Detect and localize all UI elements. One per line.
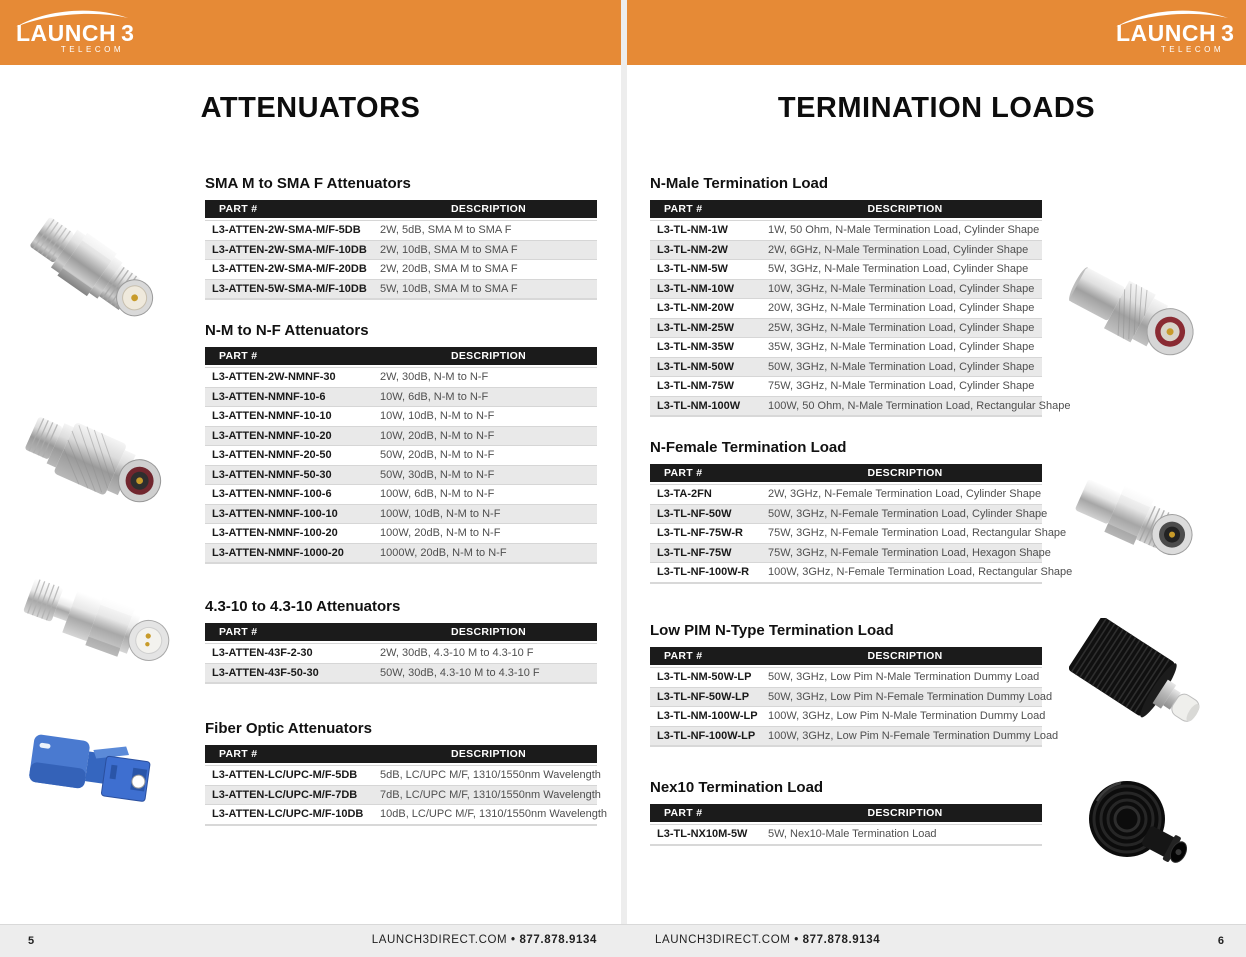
part-description: 35W, 3GHz, N-Male Termination Load, Cylinder Shape [768,341,1035,354]
part-column-header: PART # [219,626,258,638]
table-row [650,376,1042,396]
sma-attenuator-photo [12,188,172,348]
table-row [650,667,1042,687]
section-43-10-attenuators [205,599,597,684]
table-row [205,367,597,387]
section-heading: 4.3-10 to 4.3-10 Attenuators [205,598,401,615]
part-number: L3-ATTEN-2W-NMNF-30 [212,371,336,384]
table-row [205,387,597,407]
part-number: L3-ATTEN-NMNF-20-50 [212,449,332,462]
table-row [205,504,597,524]
part-description: 75W, 3GHz, N-Female Termination Load, Hexagon Shape [768,546,1051,559]
part-description: 10W, 6dB, N-M to N-F [380,390,489,403]
table-row [650,357,1042,377]
table-row [650,396,1071,416]
part-number: L3-ATTEN-LC/UPC-M/F-10DB [212,808,364,821]
part-number: L3-TL-NX10M-5W [657,828,748,841]
table-row [650,259,1042,279]
page-title: ATTENUATORS [200,92,421,124]
description-column-header: DESCRIPTION [450,626,527,638]
table-row [205,406,597,426]
header-bar [627,0,1246,65]
table-row [205,643,597,663]
part-column-header: PART # [219,203,258,215]
part-number: L3-TL-NF-100W-R [657,566,750,579]
part-description: 7dB, LC/UPC M/F, 1310/1550nm Wavelength [380,788,601,801]
parts-table [205,200,597,300]
logo-tagline: TELECOM [60,45,124,54]
part-description: 5W, Nex10-Male Termination Load [768,828,937,841]
footer-phone: 877.878.9134 [802,934,881,946]
section-heading: N-Female Termination Load [650,439,847,456]
part-description: 50W, 20dB, N-M to N-F [380,449,495,462]
table-row [205,259,597,279]
logo-wordmark [16,20,134,47]
table-row [205,663,597,683]
part-description: 50W, 30dB, 4.3-10 M to 4.3-10 F [380,666,540,679]
section-heading: SMA M to SMA F Attenuators [205,175,411,192]
part-description: 100W, 3GHz, N-Female Termination Load, Rectangular Shape [768,566,1073,579]
part-number: L3-ATTEN-NMNF-100-20 [212,527,338,540]
part-description: 50W, 3GHz, Low Pim N-Male Termination Dummy Load [768,671,1040,684]
part-description: 25W, 3GHz, N-Male Termination Load, Cylinder Shape [768,321,1035,334]
part-description: 75W, 3GHz, N-Female Termination Load, Rectangular Shape [768,527,1067,540]
part-description: 75W, 3GHz, N-Male Termination Load, Cylinder Shape [768,380,1035,393]
part-number: L3-ATTEN-NMNF-100-10 [212,507,338,520]
part-description: 1000W, 20dB, N-M to N-F [380,546,507,559]
logo-word: LAUNCH [1116,20,1217,46]
fiber-optic-attenuator-photo [25,720,160,815]
footer-separator: • [794,934,799,946]
table-row [650,706,1046,726]
part-number: L3-ATTEN-NMNF-1000-20 [212,546,344,559]
part-description: 2W, 30dB, N-M to N-F [380,371,489,384]
table-header-row [650,464,1042,482]
part-number: L3-TL-NM-50W [657,360,734,373]
part-number: L3-TL-NF-75W-R [657,527,743,540]
table-row [205,785,601,805]
page-title: TERMINATION LOADS [777,92,1096,124]
description-column-header: DESCRIPTION [867,650,943,662]
part-column-header: PART # [664,203,703,215]
part-description: 100W, 3GHz, Low Pim N-Male Termination Dummy Load [768,710,1046,723]
header-bar [0,0,621,65]
description-column-header: DESCRIPTION [867,467,943,479]
part-number: L3-TL-NM-50W-LP [657,671,752,684]
description-column-header: DESCRIPTION [867,807,943,819]
part-number: L3-TL-NM-35W [657,341,734,354]
launch3-logo [1112,7,1235,59]
table-row [650,543,1051,563]
parts-table [650,464,1073,584]
part-number: L3-TL-NM-1W [657,224,728,237]
part-number: L3-TL-NF-50W [657,507,732,520]
page-number-right: 6 [1217,935,1224,947]
table-row [205,804,608,824]
n-male-termination-load-photo [1063,252,1203,372]
part-number: L3-ATTEN-5W-SMA-M/F-10DB [212,282,367,295]
table-row [650,726,1059,746]
part-description: 2W, 30dB, 4.3-10 M to 4.3-10 F [380,647,534,660]
part-number: L3-ATTEN-2W-SMA-M/F-10DB [212,243,367,256]
section-n-male-termination [650,175,1071,417]
table-row [205,484,597,504]
table-header-row [650,647,1042,665]
table-row [650,298,1042,318]
table-row [205,543,597,563]
part-number: L3-TL-NM-20W [657,302,734,315]
table-header-row [205,745,597,763]
part-description: 10W, 10dB, N-M to N-F [380,410,495,423]
footer-bar [0,924,1246,957]
logo-word: LAUNCH [16,20,117,46]
part-column-header: PART # [664,650,703,662]
table-header-row [205,623,597,641]
low-pim-termination-load-photo [1069,618,1209,743]
part-description: 1W, 50 Ohm, N-Male Termination Load, Cylinder Shape [768,224,1040,237]
table-row [650,523,1067,543]
part-description: 100W, 3GHz, Low Pim N-Female Termination Dummy Load [768,729,1059,742]
n-female-termination-load-photo [1073,455,1198,580]
section-nex10-termination [650,780,1042,846]
left-page [0,0,621,957]
part-description: 5W, 10dB, SMA M to SMA F [380,282,518,295]
part-description: 2W, 6GHz, N-Male Termination Load, Cylinder Shape [768,243,1029,256]
part-column-header: PART # [219,748,258,760]
table-row [205,523,597,543]
section-heading: Fiber Optic Attenuators [205,720,372,737]
table-row [650,824,1042,844]
table-row [650,318,1042,338]
table-row [205,426,597,446]
table-row [650,240,1042,260]
footer-site: LAUNCH3DIRECT.COM [655,934,791,946]
part-description: 100W, 10dB, N-M to N-F [380,507,501,520]
section-heading: N-M to N-F Attenuators [205,322,369,339]
footer-separator: • [511,934,516,946]
table-row [205,220,597,240]
launch3-logo [12,7,135,59]
description-column-header: DESCRIPTION [450,203,527,215]
part-number: L3-ATTEN-43F-2-30 [212,647,313,660]
table-row [650,562,1073,582]
table-header-row [650,804,1042,822]
parts-table [650,647,1059,747]
description-column-header: DESCRIPTION [867,203,943,215]
part-number: L3-TL-NM-10W [657,282,734,295]
part-description: 50W, 3GHz, N-Male Termination Load, Cylinder Shape [768,360,1035,373]
table-row [205,465,597,485]
part-description: 5dB, LC/UPC M/F, 1310/1550nm Wavelength [380,769,601,782]
part-number: L3-ATTEN-NMNF-100-6 [212,488,332,501]
part-description: 10dB, LC/UPC M/F, 1310/1550nm Wavelength [380,808,608,821]
section-heading: N-Male Termination Load [650,175,829,192]
part-description: 50W, 30dB, N-M to N-F [380,468,495,481]
table-row [650,504,1048,524]
section-heading: Nex10 Termination Load [650,779,824,796]
part-number: L3-TL-NM-100W [657,399,741,412]
part-number: L3-ATTEN-NMNF-10-6 [212,390,326,403]
table-row [205,765,601,785]
right-page [627,0,1246,957]
part-number: L3-TL-NF-100W-LP [657,729,756,742]
part-column-header: PART # [664,467,703,479]
table-header-row [650,200,1042,218]
logo-wordmark [1116,20,1234,47]
part-column-header: PART # [219,350,258,362]
footer-contact-right [655,934,880,946]
table-row [650,220,1042,240]
part-number: L3-TL-NM-2W [657,243,728,256]
table-header-row [205,347,597,365]
part-number: L3-TA-2FN [657,488,712,501]
section-low-pim-termination [650,622,1059,747]
part-description: 100W, 50 Ohm, N-Male Termination Load, Rectangular Shape [768,399,1071,412]
part-description: 10W, 3GHz, N-Male Termination Load, Cylinder Shape [768,282,1035,295]
part-number: L3-ATTEN-LC/UPC-M/F-7DB [212,788,358,801]
logo-number: 3 [121,20,135,46]
table-row [205,279,597,299]
part-description: 20W, 3GHz, N-Male Termination Load, Cylinder Shape [768,302,1035,315]
parts-table [650,200,1071,417]
nex10-termination-load-photo [1083,775,1198,875]
section-fiber-optic-attenuators [205,720,608,826]
part-number: L3-TL-NF-50W-LP [657,690,750,703]
part-number: L3-TL-NM-25W [657,321,734,334]
part-number: L3-TL-NM-75W [657,380,734,393]
footer-phone: 877.878.9134 [519,934,597,946]
part-number: L3-ATTEN-NMNF-10-10 [212,410,332,423]
page-number-left: 5 [28,935,35,947]
part-description: 2W, 5dB, SMA M to SMA F [380,224,512,237]
part-number: L3-ATTEN-2W-SMA-M/F-20DB [212,263,367,276]
logo-number: 3 [1221,20,1235,46]
part-description: 100W, 20dB, N-M to N-F [380,527,501,540]
parts-table [205,347,597,564]
part-description: 50W, 3GHz, N-Female Termination Load, Cylinder Shape [768,507,1048,520]
section-nm-nf-attenuators [205,323,597,564]
parts-table [205,623,597,684]
part-number: L3-ATTEN-NMNF-50-30 [212,468,332,481]
nm-nf-attenuator-photo [18,398,168,523]
part-number: L3-TL-NF-75W [657,546,732,559]
part-description: 50W, 3GHz, Low Pim N-Female Termination Dummy Load [768,690,1053,703]
part-description: 2W, 20dB, SMA M to SMA F [380,263,518,276]
43-10-attenuator-photo [18,572,178,672]
table-row [205,445,597,465]
parts-table [205,745,608,826]
part-number: L3-TL-NM-100W-LP [657,710,758,723]
description-column-header: DESCRIPTION [450,350,527,362]
section-n-female-termination [650,439,1073,584]
footer-site: LAUNCH3DIRECT.COM [371,934,508,946]
part-number: L3-ATTEN-NMNF-10-20 [212,429,332,442]
part-number: L3-ATTEN-2W-SMA-M/F-5DB [212,224,361,237]
table-row [650,337,1042,357]
part-description: 100W, 6dB, N-M to N-F [380,488,495,501]
part-description: 5W, 3GHz, N-Male Termination Load, Cylinder Shape [768,263,1029,276]
table-row [650,484,1042,504]
part-number: L3-ATTEN-LC/UPC-M/F-5DB [212,769,358,782]
part-description: 2W, 3GHz, N-Female Termination Load, Cylinder Shape [768,488,1042,501]
section-sma-attenuators [205,176,597,300]
part-description: 2W, 10dB, SMA M to SMA F [380,243,518,256]
parts-table [650,804,1042,846]
table-row [650,279,1042,299]
part-description: 10W, 20dB, N-M to N-F [380,429,495,442]
description-column-header: DESCRIPTION [450,748,527,760]
section-heading: Low PIM N-Type Termination Load [650,622,894,639]
table-header-row [205,200,597,218]
part-number: L3-TL-NM-5W [657,263,728,276]
footer-contact-left [0,934,597,946]
table-row [205,240,597,260]
logo-tagline: TELECOM [1160,45,1224,54]
table-row [650,687,1053,707]
part-column-header: PART # [664,807,703,819]
part-number: L3-ATTEN-43F-50-30 [212,666,319,679]
